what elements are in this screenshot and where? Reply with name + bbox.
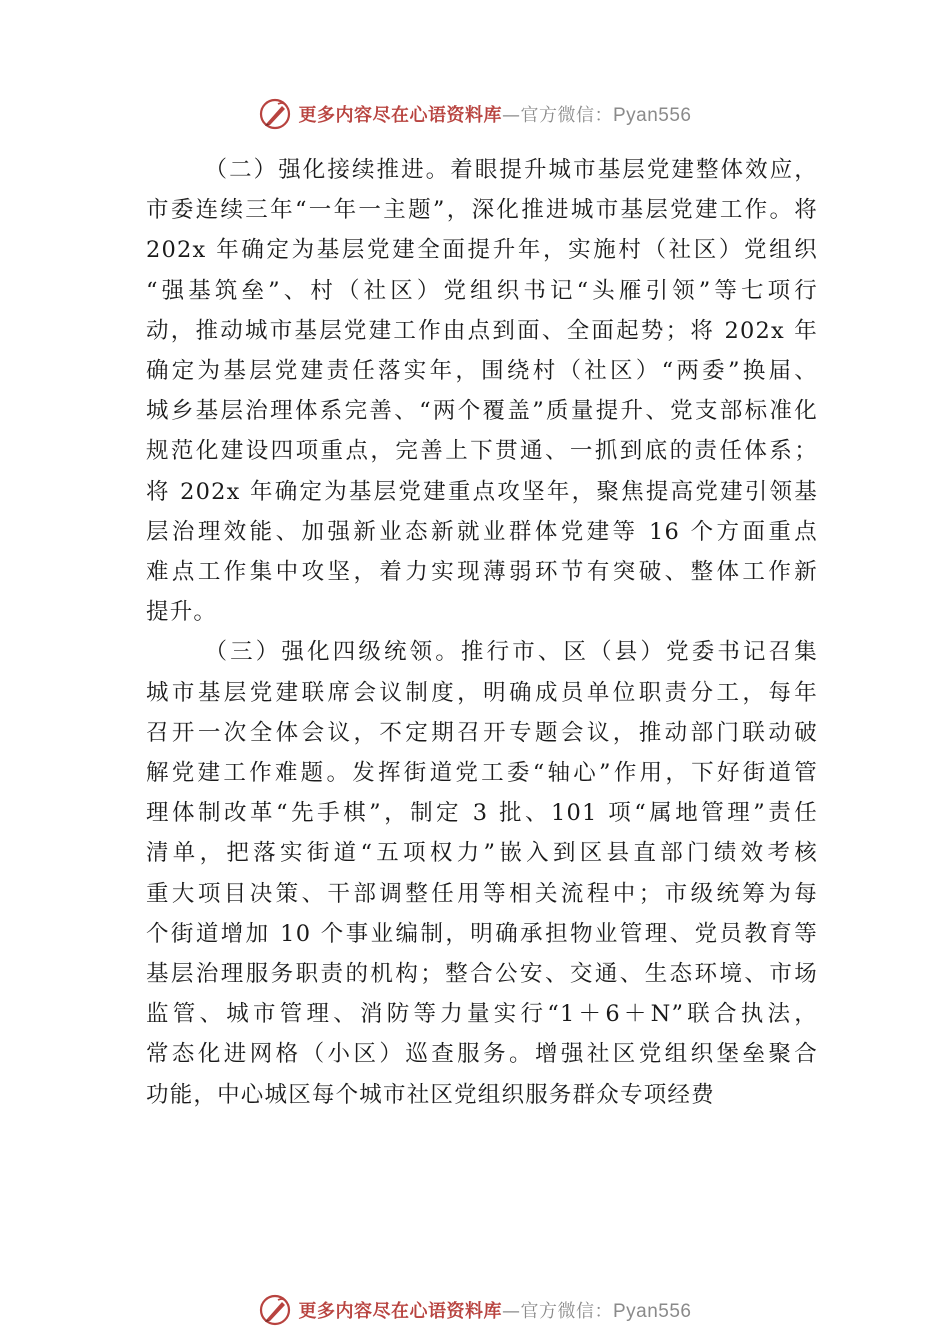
text-line: 市委连续三年“一年一主题”，深化推进城市基层党建工作。将	[146, 197, 818, 224]
text-line: 动，推动城市基层党建工作由点到面、全面起势；将 202x 年	[146, 317, 818, 344]
pen-logo-icon	[258, 97, 292, 131]
watermark-brand-text: 更多内容尽在心语资料库	[298, 1301, 502, 1322]
text-line: 个街道增加 10 个事业编制，明确承担物业管理、党员教育等	[146, 920, 818, 947]
text-line: 层治理效能、加强新业态新就业群体党建等 16 个方面重点	[146, 518, 818, 545]
text-line: 监管、城市管理、消防等力量实行“1＋6＋N”联合执法，	[146, 1001, 818, 1028]
paragraph-strengthen-continuity	[146, 150, 818, 632]
watermark-label-text: —官方微信：	[501, 105, 613, 126]
text-line: 基层治理服务职责的机构；整合公安、交通、生态环境、市场	[146, 961, 818, 988]
header-watermark	[0, 94, 950, 134]
text-line: 规范化建设四项重点，完善上下贯通、一抓到底的责任体系；	[146, 438, 818, 465]
text-line: 确定为基层党建责任落实年，围绕村（社区）“两委”换届、	[146, 358, 818, 385]
text-line: 清单，把落实街道“五项权力”嵌入到区县直部门绩效考核	[146, 840, 818, 867]
pen-logo-icon	[258, 1293, 292, 1327]
text-line: 理体制改革“先手棋”，制定 3 批、101 项“属地管理”责任	[146, 800, 818, 827]
text-line: 城市基层党建联席会议制度，明确成员单位职责分工，每年	[146, 679, 818, 706]
text-line: 难点工作集中攻坚，着力实现薄弱环节有突破、整体工作新	[146, 559, 818, 586]
text-line: “强基筑垒”、村（社区）党组织书记“头雁引领”等七项行	[146, 277, 818, 304]
paragraph-strengthen-four-levels	[146, 632, 818, 1114]
watermark-label-text: —官方微信：	[501, 1301, 613, 1322]
text-line: 将 202x 年确定为基层党建重点攻坚年，聚焦提高党建引领基	[146, 478, 818, 505]
text-line: （三）强化四级统领。推行市、区（县）党委书记召集	[204, 639, 818, 666]
document-body	[146, 150, 818, 1115]
watermark-brand-text: 更多内容尽在心语资料库	[298, 105, 502, 126]
watermark-wechat-id: Pyan556	[612, 1301, 692, 1322]
footer-watermark	[0, 1290, 950, 1330]
text-line: 常态化进网格（小区）巡查服务。增强社区党组织堡垒聚合	[146, 1041, 818, 1068]
text-line: 城乡基层治理体系完善、“两个覆盖”质量提升、党支部标准化	[146, 398, 818, 425]
text-line: 召开一次全体会议，不定期召开专题会议，推动部门联动破	[146, 719, 818, 746]
text-line: （二）强化接续推进。着眼提升城市基层党建整体效应，	[204, 157, 818, 183]
text-line: 功能，中心城区每个城市社区党组织服务群众专项经费	[146, 1081, 715, 1108]
text-line: 重大项目决策、干部调整任用等相关流程中；市级统筹为每	[146, 880, 818, 907]
text-line: 提升。	[146, 599, 218, 626]
text-line: 解党建工作难题。发挥街道党工委“轴心”作用，下好街道管	[146, 760, 818, 787]
watermark-wechat-id: Pyan556	[612, 105, 692, 126]
text-line: 202x 年确定为基层党建全面提升年，实施村（社区）党组织	[146, 237, 818, 264]
